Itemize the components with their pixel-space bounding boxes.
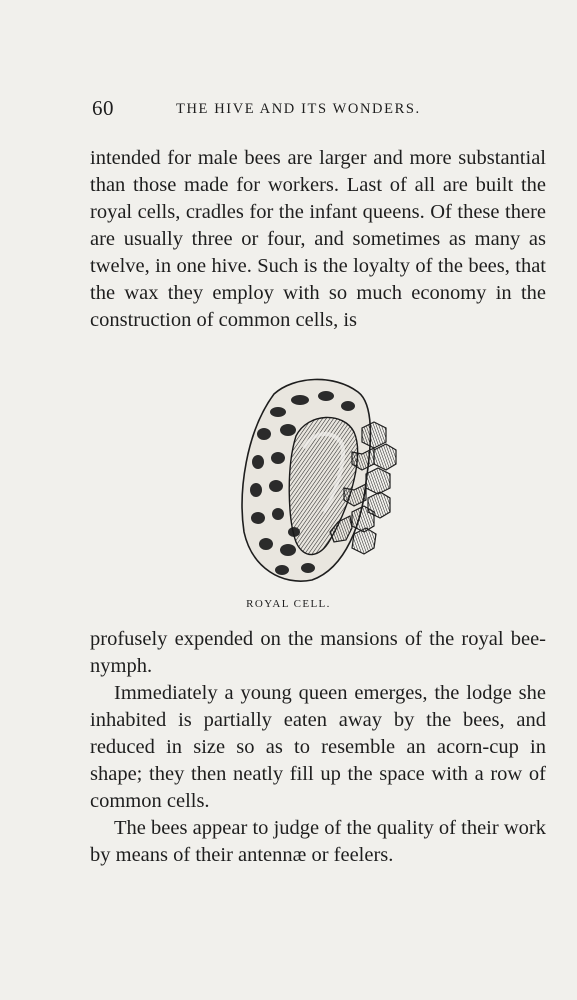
page-number: 60 bbox=[92, 96, 114, 120]
paragraph-royal-nymph: profusely expended on the mansions of the royal bee-nymph. bbox=[90, 628, 546, 677]
running-title: THE HIVE AND ITS WONDERS. bbox=[176, 101, 421, 117]
paragraph-young-queen: Immediately a young queen emerges, the lodge she inhabited is partially eaten away by the bees, and reduced in size so as to resemble an acorn-cup in shape; they then neatly fill up the space with a row of common cells. bbox=[90, 682, 546, 812]
text-block-bottom bbox=[90, 626, 546, 869]
paragraph-continuation: intended for male bees are larger and more substantial than those made for workers. Last of all are built the royal cells, cradles for the infant queens. Of these there are usually three or four, and sometimes as many as twelve, in one hive. Such is the loyalty of the bees, that the wax they employ with so much economy in the construction of common cells, is bbox=[90, 147, 546, 331]
text-block-top bbox=[90, 145, 546, 334]
royal-cell-illustration bbox=[234, 372, 400, 586]
figure-caption: ROYAL CELL. bbox=[246, 598, 331, 610]
paragraph-antennae: The bees appear to judge of the quality of their work by means of their antennæ or feelers. bbox=[90, 817, 546, 866]
running-head bbox=[90, 96, 546, 122]
